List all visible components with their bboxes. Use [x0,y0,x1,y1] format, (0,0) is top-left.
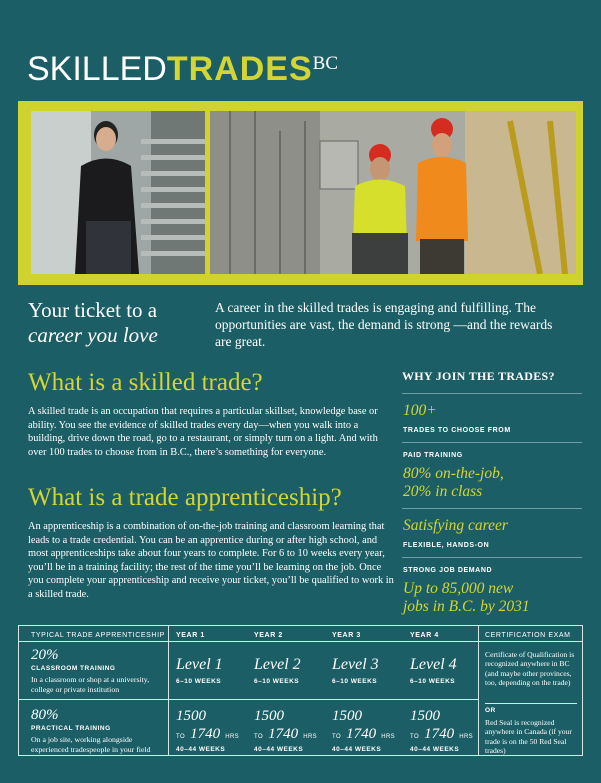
sidebar-trades-caption: TRADES TO CHOOSE FROM [403,427,511,434]
why-join-sidebar [402,369,582,616]
level-1: Level 1 [176,656,223,673]
sidebar-career-caption: FLEXIBLE, HANDS-ON [403,542,490,549]
logo-trades: TRADES [166,50,313,88]
table-row-rule [18,699,478,700]
skilled-trade-heading: What is a skilled trade? [28,369,263,396]
photo-woman-apprentice [31,111,205,274]
cert-or: OR [485,707,496,714]
classroom-weeks: 6–10 WEEKS [176,678,222,685]
table-col-rule [168,625,169,756]
classroom-percent: 20% [31,647,59,663]
table-header-rule [18,641,583,642]
table-col-rule [478,625,479,756]
classroom-label: CLASSROOM TRAINING [31,665,116,672]
hero-title-line2: career you love [28,323,158,347]
apprenticeship-table [18,625,583,756]
logo-bc: BC [312,53,339,74]
classroom-weeks: 6–10 WEEKS [410,678,456,685]
hero-intro: A career in the skilled trades is engaging and fulfilling. The opportunities are vast, the demand is strong —and the rewards are great. [215,300,553,349]
table-header-cert: CERTIFICATION EXAM [485,632,571,639]
practical-desc: On a job site, working alongside experienced tradespeople in your field [31,735,151,754]
cert-red-seal: Red Seal is recognized anywhere in Canada (if your trade is on the 50 Red Seal trades) [485,718,572,755]
cert-qualification: Certificate of Qualification is recognized anywhere in BC (and maybe other provinces, too, depending on the trade) [485,650,575,687]
cert-divider [485,703,577,704]
sidebar-title: WHY JOIN THE TRADES? [402,369,555,383]
logo-skilled: SKILLED [27,50,167,88]
photo-two-tradespeople [210,111,576,274]
sidebar-paid-line2: 20% in class [403,483,483,500]
practical-hours-year1: 1500 TO 1740 HRS 40–44 WEEKS [176,708,240,753]
classroom-desc: In a classroom or shop at a university, college or private institution [31,675,150,694]
sidebar-trades-count: 100+ [403,402,437,419]
table-header-year3: YEAR 3 [332,632,361,639]
sidebar-demand-caption: STRONG JOB DEMAND [403,567,493,574]
level-3: Level 3 [332,656,379,673]
hero-title-line1: Your ticket to a [28,298,158,322]
table-top-rule [18,625,583,626]
skilled-trade-body: A skilled trade is an occupation that requires a particular skillset, knowledge base or ability. You see the evidence of skilled trades every day—when you walk into a building, drive down the road, go to a restaurant, or simply turn on a light. And with over 100 trades to choose from in B.C., there’s something for everyone. [28,406,378,458]
practical-hours-year4: 1500 TO 1740 HRS 40–44 WEEKS [410,708,474,753]
practical-hours-year2: 1500 TO 1740 HRS 40–44 WEEKS [254,708,318,753]
apprenticeship-body: An apprenticeship is a combination of on-the-job training and classroom learning that leads to a trade credential. You can be an apprentice during or after high school, and most apprenticeships take about four years to complete. For 6 to 10 weeks every year, you’ll be in a training facility; the rest of the time you’ll be learning on the job. Once you complete your apprenticeship and receive your ticket, you’ll be qualified to work in a skilled trade. [28,521,394,600]
table-left-rule [18,625,19,756]
table-header-year4: YEAR 4 [410,632,439,639]
practical-label: PRACTICAL TRAINING [31,725,111,732]
level-2: Level 2 [254,656,301,673]
table-header-typical: TYPICAL TRADE APPRENTICESHIP [31,632,165,639]
table-header-year2: YEAR 2 [254,632,283,639]
sidebar-demand-line2: jobs in B.C. by 2031 [403,598,530,615]
table-right-rule [582,625,583,756]
sidebar-career: Satisfying career [403,517,508,534]
sidebar-paid-caption: PAID TRAINING [403,452,463,459]
sidebar-paid-line1: 80% on-the-job, [403,465,504,482]
classroom-weeks: 6–10 WEEKS [254,678,300,685]
logo [27,52,338,86]
table-header-year1: YEAR 1 [176,632,205,639]
hero-title [28,298,208,348]
sidebar-demand-line1: Up to 85,000 new [403,580,514,597]
apprenticeship-heading: What is a trade apprenticeship? [28,484,342,511]
practical-percent: 80% [31,707,59,723]
level-4: Level 4 [410,656,457,673]
practical-hours-year3: 1500 TO 1740 HRS 40–44 WEEKS [332,708,396,753]
classroom-weeks: 6–10 WEEKS [332,678,378,685]
